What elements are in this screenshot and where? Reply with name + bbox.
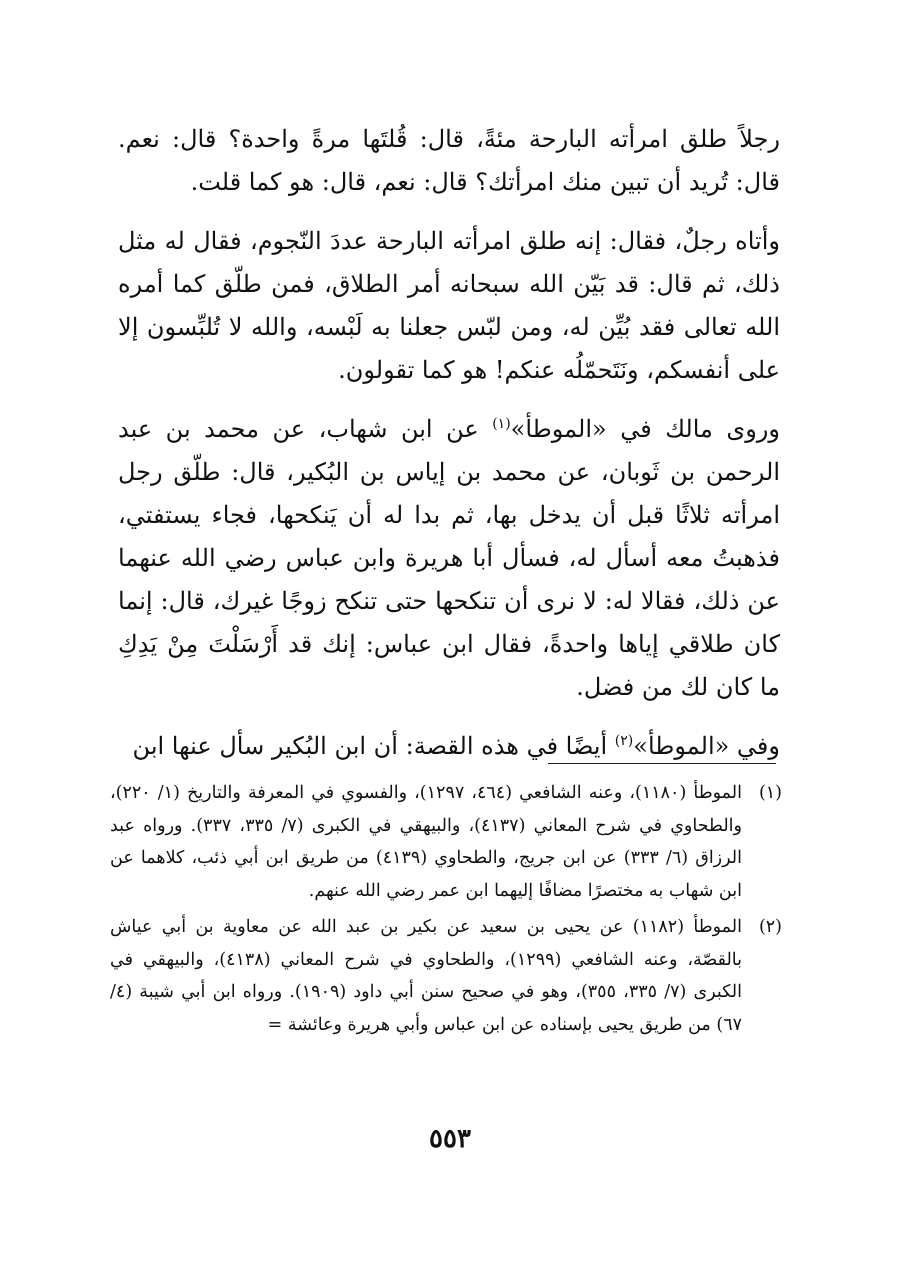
footnote-1 — [110, 777, 782, 907]
paragraph-3 — [118, 408, 780, 709]
main-text — [118, 118, 780, 768]
footnote-ref-2[interactable]: (٢) — [614, 733, 634, 749]
footnote-divider — [548, 763, 776, 764]
paragraph-3-start: وروى مالك في «الموطأ» — [510, 415, 780, 443]
paragraph-3-rest: عن ابن شهاب، عن محمد بن عبد الرحمن بن ثَوبان، عن محمد بن إياس بن البُكير، قال: طلّق رجل امرأته ثلاثًا قبل أن يدخل بها، ثم بدا له أن يَنكحها، فجاء يستفتي، فذهبتُ معه أسأل له، فسأل أبا هريرة وابن عباس رضي الله عنهما عن ذلك، فقالا له: لا نرى أن تنكحها حتى تنكح زوجًا غيرك، قال: إنما كان طلاقي إياها واحدةً، فقال ابن عباس: إنك قد أَرْسَلْتَ مِنْ يَدِكِ ما كان لك من فضل. — [118, 415, 781, 701]
paragraph-4 — [118, 725, 780, 768]
page-number: ٥٥٣ — [429, 1124, 471, 1154]
footnote-2 — [110, 911, 782, 1041]
footnote-2-text: الموطأ (١١٨٢) عن يحيى بن سعيد عن بكير بن عبد الله عن معاوية بن أبي عياش بالقصّة، وعنه الشافعي (١٢٩٩)، والطحاوي في شرح المعاني (٤١٣٨)، والبيهقي في الكبرى (٧/ ٣٣٥، ٣٥٥)، وهو في صحيح سنن أبي داود (١٩٠٩). ورواه ابن أبي شيبة (٤/ ٦٧) من طريق يحيى بإسناده عن ابن عباس وأبي هريرة وعائشة = — [110, 917, 742, 1035]
footnotes — [110, 777, 782, 1045]
paragraph-4-start: وفي «الموطأ» — [633, 732, 780, 760]
paragraph-1: رجلاً طلق امرأته البارحة مئةً، قال: قُلتَها مرةً واحدة؟ قال: نعم. قال: تُريد أن تبين منك امرأتك؟ قال: نعم، قال: هو كما قلت. — [118, 125, 780, 196]
footnote-2-number: (٢) — [758, 917, 782, 937]
footnote-1-text: الموطأ (١١٨٠)، وعنه الشافعي (٤٦٤، ١٢٩٧)، والفسوي في المعرفة والتاريخ (١/ ٢٢٠)، والطحاوي في شرح المعاني (٤١٣٧)، والبيهقي في الكبرى (٧/ ٣٣٥، ٣٣٧). ورواه عبد الرزاق (٦/ ٣٣٣) عن ابن جريج، والطحاوي (٤١٣٩) من طريق ابن أبي ذئب، كلاهما عن ابن شهاب به مختصرًا مضافًا إليهما ابن عمر رضي الله عنهم. — [110, 783, 742, 901]
footnote-1-number: (١) — [758, 783, 782, 803]
paragraph-2: وأتاه رجلٌ، فقال: إنه طلق امرأته البارحة عددَ النّجوم، فقال له مثل ذلك، ثم قال: قد بَيّن الله سبحانه أمر الطلاق، فمن طلّق كما أمره الله تعالى فقد بُيِّن له، ومن لبّس جعلنا به لَبْسه، والله لا تُلبِّسون إلا على أنفسكم، ونَتَحمّلُه عنكم! هو كما تقولون. — [118, 227, 780, 384]
paragraph-4-rest: أيضًا في هذه القصة: أن ابن البُكير سأل عنها ابن — [132, 732, 615, 760]
footnote-ref-1[interactable]: (١) — [492, 416, 511, 432]
